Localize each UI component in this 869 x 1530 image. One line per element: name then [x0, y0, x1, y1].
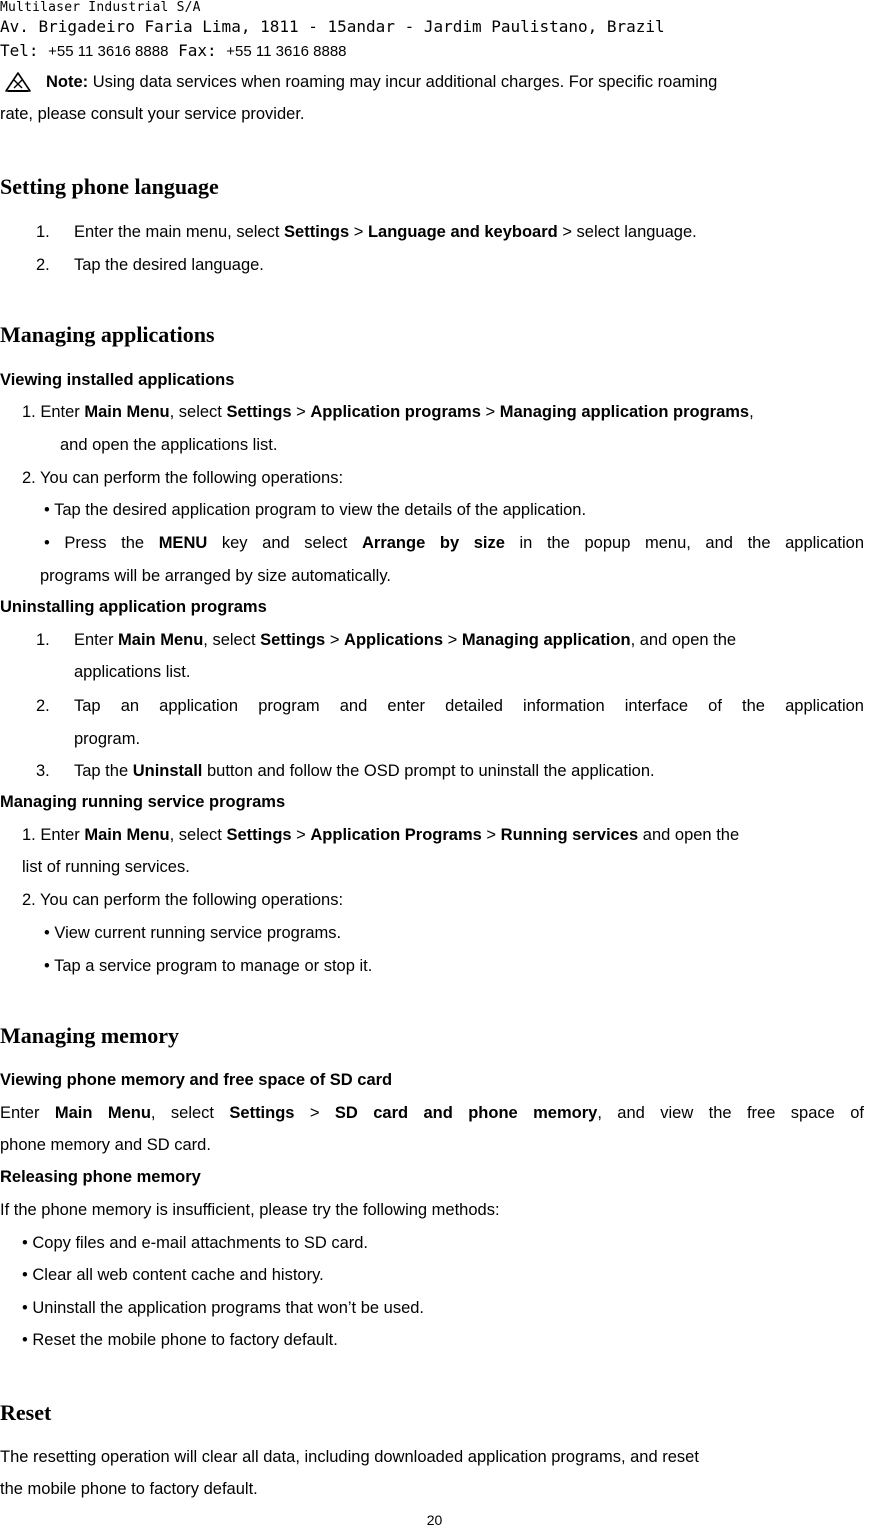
section-title-language: Setting phone language — [0, 174, 219, 199]
lang-step-2: 2. Tap the desired language. — [36, 256, 264, 274]
note-label: Note: — [46, 73, 89, 91]
memory-bullet-1: • Copy files and e-mail attachments to SD card. — [22, 1234, 369, 1252]
view-bullet-1: • Tap the desired application program to view the details of the application. — [44, 501, 587, 519]
contact-line — [0, 41, 347, 60]
view-step-1: 1. Enter Main Menu, select Settings > Application programs > Managing application programs, — [22, 403, 754, 421]
note-line-2: rate, please consult your service provider. — [0, 105, 305, 123]
view-step-1-cont: and open the applications list. — [60, 436, 278, 454]
uninstall-step-2-num: 2. — [36, 697, 50, 715]
section-title-applications: Managing applications — [0, 322, 215, 347]
running-step-1-cont: list of running services. — [22, 858, 190, 876]
running-step-2: 2. You can perform the following operations: — [22, 891, 344, 909]
memory-bullet-4: • Reset the mobile phone to factory default. — [22, 1331, 338, 1349]
memory-view-line: Enter Main Menu, select Settings > SD card and phone memory, and view the free space of — [0, 1104, 864, 1122]
warning-icon — [4, 71, 32, 93]
reset-text-line-2: the mobile phone to factory default. — [0, 1480, 258, 1498]
memory-view-cont: phone memory and SD card. — [0, 1136, 211, 1154]
company-name: Multilaser Industrial S/A — [0, 0, 201, 15]
uninstall-step-1-cont: applications list. — [74, 663, 191, 681]
page-number: 20 — [426, 1512, 443, 1528]
subheading-viewing-apps: Viewing installed applications — [0, 371, 235, 389]
view-step-2: 2. You can perform the following operations: — [22, 469, 344, 487]
running-step-1: 1. Enter Main Menu, select Settings > Application Programs > Running services and open the — [22, 826, 740, 844]
section-title-memory: Managing memory — [0, 1023, 180, 1048]
note-line-1: Note: Using data services when roaming may incur additional charges. For specific roaming — [46, 73, 718, 91]
subheading-uninstall: Uninstalling application programs — [0, 598, 267, 616]
uninstall-step-1: 1. Enter Main Menu, select Settings > Applications > Managing application, and open the — [36, 631, 737, 649]
uninstall-step-3: 3. Tap the Uninstall button and follow the OSD prompt to uninstall the application. — [36, 762, 655, 780]
company-address: Av. Brigadeiro Faria Lima, 1811 - 15andar - Jardim Paulistano, Brazil — [0, 17, 665, 36]
running-bullet-1: • View current running service programs. — [44, 924, 342, 942]
tel-label: Tel: — [0, 41, 39, 60]
section-title-reset: Reset — [0, 1400, 52, 1425]
memory-bullet-2: • Clear all web content cache and history. — [22, 1266, 324, 1284]
subheading-running-services: Managing running service programs — [0, 793, 286, 811]
reset-text-line-1: The resetting operation will clear all data, including downloaded application programs, and reset — [0, 1448, 699, 1466]
view-bullet-2: • Press the MENU key and select Arrange by size in the popup menu, and the application — [44, 534, 864, 552]
uninstall-step-2-cont: program. — [74, 730, 141, 748]
subheading-releasing-memory: Releasing phone memory — [0, 1168, 201, 1186]
fax-label: Fax: — [178, 41, 217, 60]
running-bullet-2: • Tap a service program to manage or stop it. — [44, 957, 373, 975]
memory-bullet-3: • Uninstall the application programs that won’t be used. — [22, 1299, 425, 1317]
fax-value: +55 11 3616 8888 — [226, 43, 347, 60]
uninstall-step-2: Tap an application program and enter detailed information interface of the application — [74, 697, 864, 715]
subheading-viewing-memory: Viewing phone memory and free space of SD card — [0, 1071, 393, 1089]
view-bullet-2-cont: programs will be arranged by size automatically. — [40, 567, 391, 585]
lang-step-1: 1. Enter the main menu, select Settings > Language and keyboard > select language. — [36, 223, 697, 241]
memory-release-intro: If the phone memory is insufficient, please try the following methods: — [0, 1201, 500, 1219]
tel-value: +55 11 3616 8888 — [48, 43, 169, 60]
